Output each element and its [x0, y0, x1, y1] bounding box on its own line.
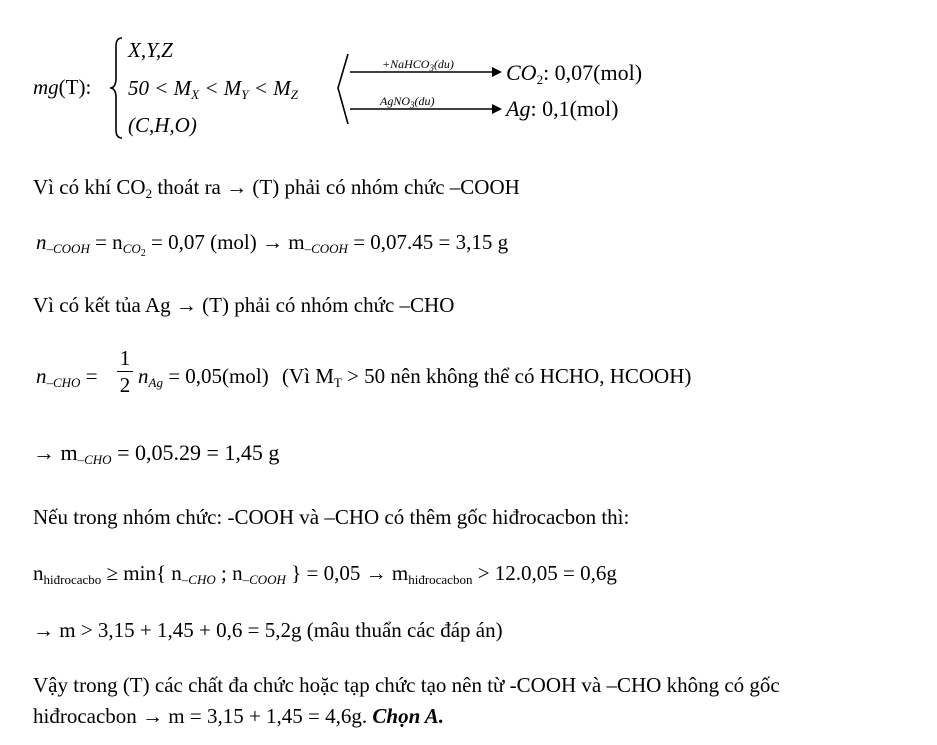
arrow-bottom-reagent: AgNO	[380, 94, 410, 108]
arrow-bottom-condition: (du)	[414, 94, 435, 108]
paragraph-contradiction: → m > 3,15 + 1,45 + 0,6 = 5,2g (mâu thuẩn các đáp án)	[33, 618, 503, 642]
lhs-m: m	[33, 75, 49, 99]
eq3-b: = 0,05.29 = 1,45 g	[111, 440, 280, 465]
eq2-note	[282, 364, 691, 388]
case-line-2	[128, 76, 298, 103]
equation-cho	[36, 364, 98, 391]
lhs-T: (T)	[58, 75, 86, 99]
arrow-bottom-reagent-sub: 3	[410, 100, 415, 110]
eq2-sub-cho: –CHO	[46, 375, 81, 390]
eq1-sub-co2-index: 2	[140, 248, 146, 259]
case-2-part-c: < M	[248, 76, 291, 100]
eq2-note-sub: T	[333, 375, 342, 390]
equation-cooh	[36, 230, 508, 259]
lhs-g: g	[48, 75, 59, 99]
eq2-fraction	[117, 346, 133, 397]
paragraph-hydrocarbon	[33, 561, 617, 588]
product-co2	[506, 60, 642, 88]
product-ag-value: : 0,1(mol)	[530, 96, 619, 121]
product-co2-sub: 2	[536, 72, 544, 87]
p4-sub3: –COOH	[242, 572, 286, 587]
eq3-sub: –CHO	[77, 452, 112, 467]
eq2-n2: n	[138, 364, 149, 388]
p4-sub2: –CHO	[181, 572, 216, 587]
arrow-bottom-label	[380, 94, 435, 110]
left-brace-icon	[108, 36, 128, 140]
p4-sub4: hiđrocacbon	[408, 572, 473, 587]
paragraph-ag: Vì có kết tủa Ag → (T) phải có nhóm chức –CHO	[33, 293, 455, 317]
eq2-sub-ag: Ag	[148, 375, 163, 390]
p4-a: n	[33, 561, 44, 585]
eq1-end: = 0,07.45 = 3,15 g	[347, 230, 509, 254]
p4-c: ; n	[215, 561, 243, 585]
p1-text-a: Vì có khí CO	[33, 175, 146, 199]
product-ag-formula: Ag	[506, 96, 531, 121]
eq2-eq: =	[80, 364, 98, 388]
p1-text-b: thoát ra → (T) phải có nhóm chức –COOH	[152, 175, 520, 199]
eq1-sub-cooh: –COOH	[46, 241, 90, 256]
paragraph-conclusion-line-2	[33, 704, 444, 729]
conclusion-text: hiđrocacbon → m = 3,15 + 1,45 = 4,6g.	[33, 704, 373, 728]
case-line-1: X,Y,Z	[128, 38, 173, 62]
paragraph-co2	[33, 175, 520, 202]
case-2-sub-y: Y	[241, 87, 249, 102]
system-lhs	[33, 75, 91, 100]
eq2-fraction-bar	[117, 371, 133, 372]
answer-choice: Chọn A.	[372, 704, 444, 728]
product-co2-value: : 0,07(mol)	[543, 60, 643, 85]
arrow-top-reagent: +NaHCO	[382, 57, 430, 71]
product-ag	[506, 96, 618, 122]
product-co2-formula: CO	[506, 60, 537, 85]
eq2-note-b: > 50 nên không thể có HCHO, HCOOH)	[341, 364, 692, 388]
case-2-part-b: < M	[199, 76, 242, 100]
eq1-n: n	[36, 230, 47, 254]
equation-cho-rest	[138, 364, 691, 391]
eq2-rest: = 0,05(mol)	[162, 364, 269, 388]
arrow-top-head-icon	[492, 67, 502, 77]
eq1-sub-co2: CO	[122, 241, 141, 256]
paragraph-condition: Nếu trong nhóm chức: -COOH và –CHO có thêm gốc hiđrocacbon thì:	[33, 505, 630, 529]
eq2-denominator: 2	[119, 373, 131, 397]
eq1-sub-cooh-2: –COOH	[304, 241, 348, 256]
lhs-colon: :	[85, 75, 92, 99]
p4-d: } = 0,05 → m	[285, 561, 409, 585]
eq1-rest: = 0,07 (mol) → m	[145, 230, 305, 254]
case-2-part-a: 50 < M	[128, 76, 192, 100]
p4-e: > 12.0,05 = 0,6g	[472, 561, 617, 585]
eq2-note-a: (Vì M	[281, 364, 334, 388]
eq3-a: → m	[33, 440, 78, 465]
p4-sub1: hiđrocacbo	[43, 572, 102, 587]
arrow-top-label	[382, 57, 454, 73]
case-2-sub-z: Z	[290, 87, 298, 102]
p1-sub: 2	[145, 186, 153, 201]
eq2-numerator: 1	[119, 346, 131, 370]
eq1-eq: = n	[89, 230, 123, 254]
case-line-3: (C,H,O)	[128, 113, 197, 137]
arrow-top-condition: (du)	[433, 57, 454, 71]
arrow-bottom-head-icon	[492, 104, 502, 114]
p4-b: ≥ min{ n	[101, 561, 182, 585]
eq2-n: n	[36, 364, 47, 388]
split-bracket-icon	[338, 54, 348, 124]
arrow-top-reagent-sub: 3	[429, 63, 434, 73]
paragraph-conclusion-line-1: Vậy trong (T) các chất đa chức hoặc tạp chức tạo nên từ -COOH và –CHO không có gốc	[33, 673, 780, 697]
case-2-sub-x: X	[191, 87, 200, 102]
equation-mcho	[33, 440, 279, 468]
